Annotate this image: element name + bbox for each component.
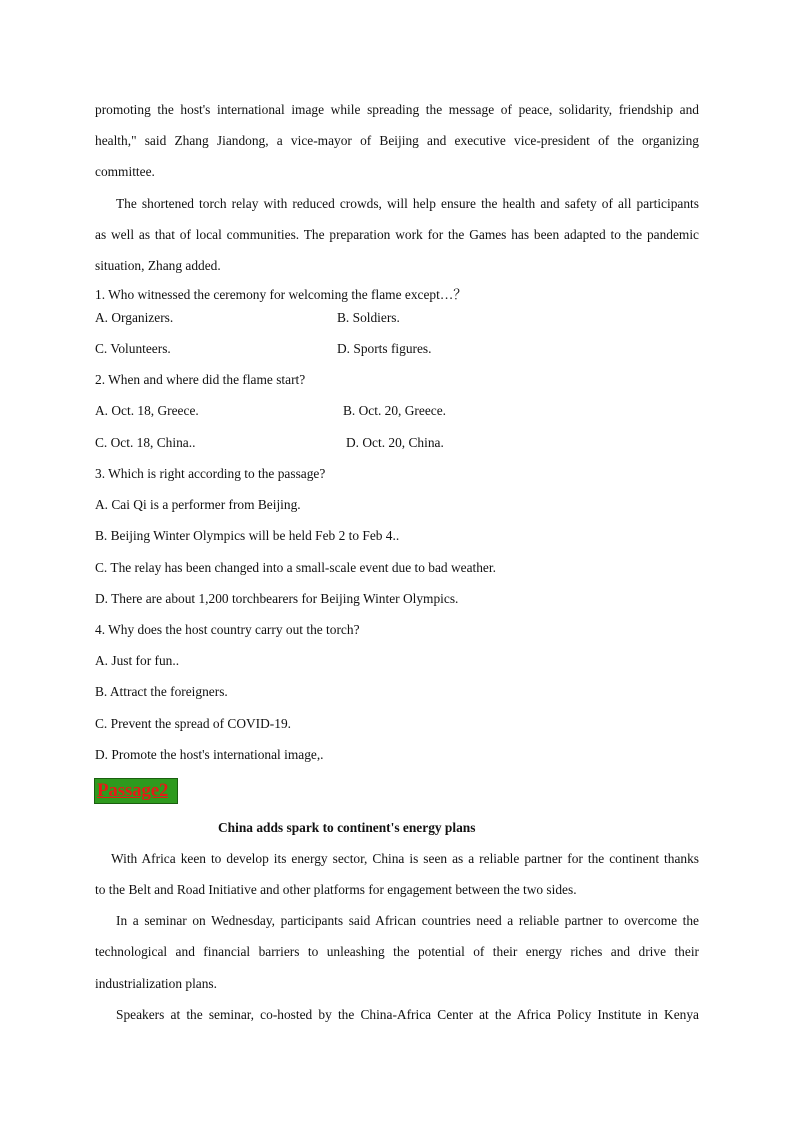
question-4-option-b: B. Attract the foreigners.: [95, 684, 228, 699]
p1-para2-line1: The shortened torch relay with reduced crowds, will help ensure the health and safety of all participants: [116, 196, 699, 211]
question-1-option-a: A. Organizers.: [95, 310, 174, 325]
p1-para2-line2: as well as that of local communities. The preparation work for the Games has been adapted to the pandemic: [95, 227, 699, 242]
p2-para2-line3: industrialization plans.: [95, 976, 217, 991]
question-3-stem: 3. Which is right according to the passage?: [95, 466, 326, 481]
question-1-option-b: B. Soldiers.: [337, 310, 400, 325]
p2-para1-line1: With Africa keen to develop its energy sector, China is seen as a reliable partner for the continent thanks: [111, 851, 699, 866]
p1-para2-line3: situation, Zhang added.: [95, 258, 221, 273]
passage-2-label: [94, 778, 178, 804]
question-2-option-a: A. Oct. 18, Greece.: [95, 403, 199, 418]
question-2-option-c: C. Oct. 18, China..: [95, 435, 196, 450]
question-4-option-c: C. Prevent the spread of COVID-19.: [95, 716, 291, 731]
p1-para1-line3: committee.: [95, 164, 155, 179]
question-1-stem: 1. Who witnessed the ceremony for welcoming the flame except…？: [95, 287, 467, 302]
question-3-option-b: B. Beijing Winter Olympics will be held Feb 2 to Feb 4..: [95, 528, 400, 543]
passage-2-title: China adds spark to continent's energy plans: [218, 820, 476, 835]
question-3-option-c: C. The relay has been changed into a small-scale event due to bad weather.: [95, 560, 496, 575]
question-4-option-a: A. Just for fun..: [95, 653, 180, 668]
question-4-stem: 4. Why does the host country carry out the torch?: [95, 622, 360, 637]
question-4-option-d: D. Promote the host's international image,.: [95, 747, 324, 762]
question-1-option-c: C. Volunteers.: [95, 341, 171, 356]
question-3-option-d: D. There are about 1,200 torchbearers for Beijing Winter Olympics.: [95, 591, 459, 606]
question-2-option-d: D. Oct. 20, China.: [346, 435, 444, 450]
question-1-option-d: D. Sports figures.: [337, 341, 432, 356]
question-2-option-b: B. Oct. 20, Greece.: [343, 403, 446, 418]
p2-para1-line2: to the Belt and Road Initiative and other platforms for engagement between the two sides.: [95, 882, 577, 897]
question-3-option-a: A. Cai Qi is a performer from Beijing.: [95, 497, 301, 512]
p2-para2-line2: technological and financial barriers to unleashing the potential of their energy riches and drive their: [95, 944, 699, 959]
passage-2-label-text: Passage2: [97, 780, 169, 801]
p2-para3-line1: Speakers at the seminar, co-hosted by the China-Africa Center at the Africa Policy Institute in Kenya: [116, 1007, 699, 1022]
p1-para1-line1: promoting the host's international image while spreading the message of peace, solidarity, friendship and: [95, 102, 699, 117]
question-2-stem: 2. When and where did the flame start?: [95, 372, 306, 387]
p2-para2-line1: In a seminar on Wednesday, participants said African countries need a reliable partner to overcome the: [116, 913, 699, 928]
p1-para1-line2: health," said Zhang Jiandong, a vice-mayor of Beijing and executive vice-president of the organizing: [95, 133, 699, 148]
